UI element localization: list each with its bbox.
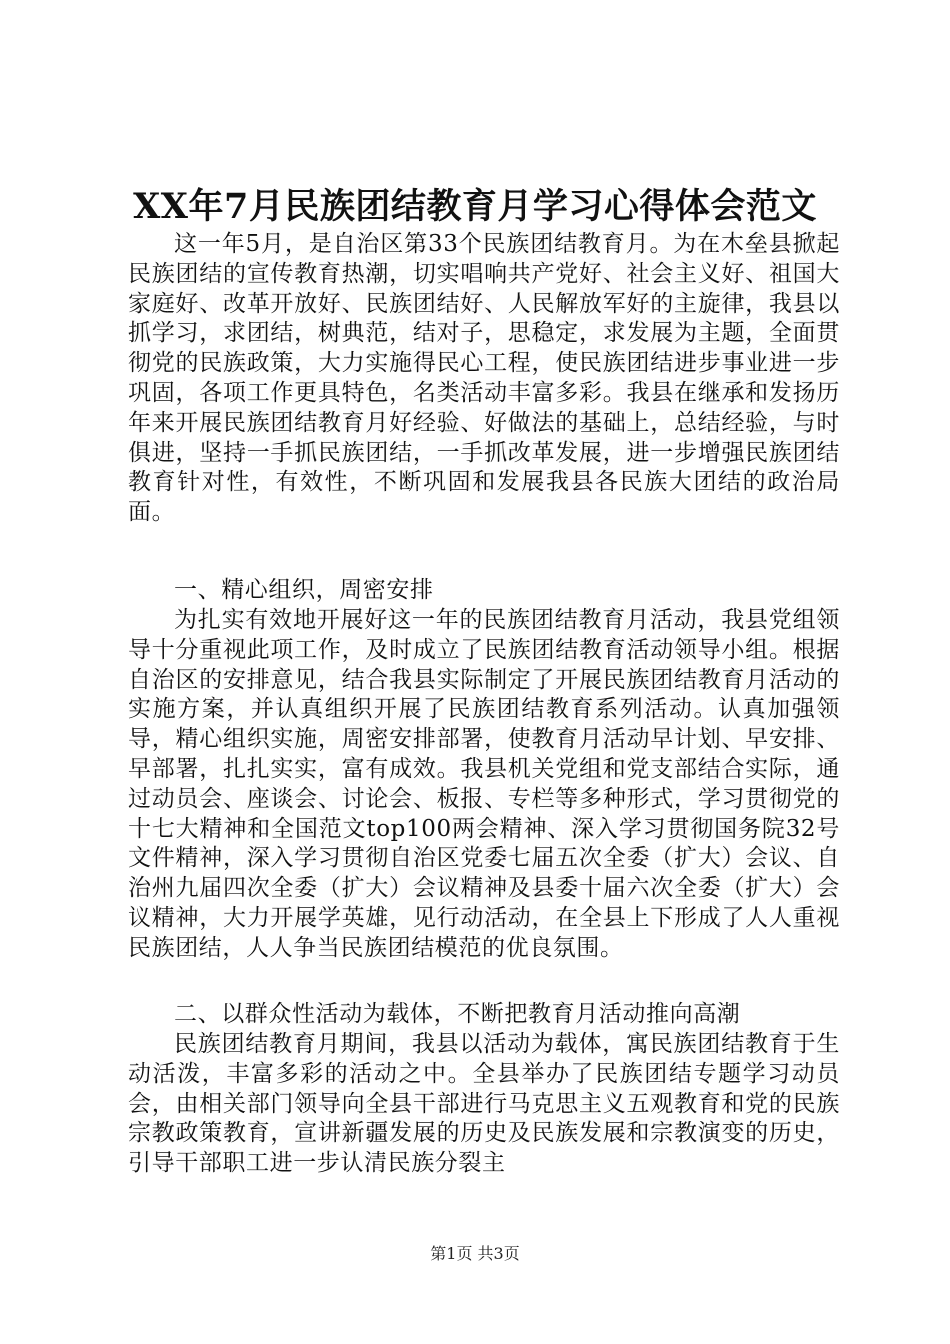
paragraph-section-1: 为扎实有效地开展好这一年的民族团结教育月活动，我县党组领导十分重视此项工作，及时成立了民族团结教育活动领导小组。根据自治区的安排意见，结合我县实际制定了开展民族团结教育月活动的实施方案，并认真组织开展了民族团结教育系列活动。认真加强领导，精心组织实施，周密安排部署，使教育月活动早计划、早安排、早部署，扎扎实实，富有成效。我县机关党组和党支部结合实际，通过动员会、座谈会、讨论会、板报、专栏等多种形式，学习贯彻党的十七大精神和全国范文top100两会精神、深入学习贯彻国务院32号文件精神，深入学习贯彻自治区党委七届五次全委（扩大）会议、自治州九届四次全委（扩大）会议精神及县委十届六次全委（扩大）会议精神，大力开展学英雄，见行动活动，在全县上下形成了人人重视民族团结，人人争当民族团结模范的优良氛围。 [128,607,840,961]
section-heading-2: 二、以群众性活动为载体，不断把教育月活动推向高潮 [174,1001,741,1027]
paragraph-section-2: 民族团结教育月期间，我县以活动为载体，寓民族团结教育于生动活泼，丰富多彩的活动之中。全县举办了民族团结专题学习动员会，由相关部门领导向全县干部进行马克思主义五观教育和党的民族宗教政策教育，宣讲新疆发展的历史及民族发展和宗教演变的历史，引导干部职工进一步认清民族分裂主 [128,1031,840,1177]
paragraph-intro: 这一年5月，是自治区第33个民族团结教育月。为在木垒县掀起民族团结的宣传教育热潮，切实唱响共产党好、社会主义好、祖国大家庭好、改革开放好、民族团结好、人民解放军好的主旋律，我县以抓学习，求团结，树典范，结对子，思稳定，求发展为主题，全面贯彻党的民族政策，大力实施得民心工程，使民族团结进步事业进一步巩固，各项工作更具特色，名类活动丰富多彩。我县在继承和发扬历年来开展民族团结教育月好经验、好做法的基础上，总结经验，与时俱进，坚持一手抓民族团结，一手抓改革发展，进一步增强民族团结教育针对性，有效性，不断巩固和发展我县各民族大团结的政治局面。 [128,231,840,526]
section-heading-1: 一、精心组织，周密安排 [174,577,434,603]
document-title: XX年7月民族团结教育月学习心得体会范文 [133,186,817,227]
page-number-footer: 第1页 共3页 [430,1244,520,1263]
